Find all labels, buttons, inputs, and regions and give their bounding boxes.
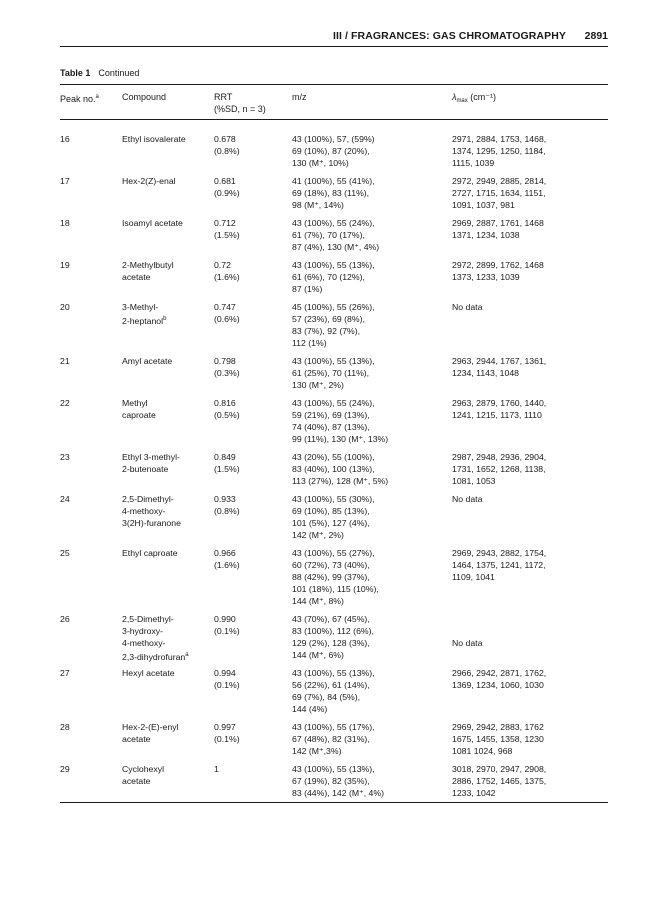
compound-name: Amyl acetate [122,356,173,366]
peak-number: 27 [60,668,70,678]
compound-name: Isoamyl acetate [122,218,183,228]
col-header-peak: Peak no.$^a$ [60,94,99,104]
running-header [60,30,608,46]
col-header-lambda: $\lambda_{max}$ (cm⁻¹) [452,92,497,104]
compound-name: Ethyl caproate [122,548,178,558]
rrt-value: 0.816 (0.5%) [214,398,240,420]
mz-values: 43 (100%), 57, (59%) 69 (10%), 87 (20%), 130 (M⁺, 10%) [292,134,375,168]
table-top-rule [60,84,608,85]
rrt-value: 0.849 (1.5%) [214,452,240,474]
compound-name: Methyl caproate [122,398,156,420]
lambda-max-values: No data [452,494,483,504]
peak-number: 19 [60,260,70,270]
table-caption [60,68,139,78]
lambda-max-values: 2966, 2942, 2871, 1762, 1369, 1234, 1060, 1030 [452,668,547,690]
col-header-compound: Compound [122,92,167,102]
col-header-rrt: RRT (%SD, n = 3) [214,92,266,114]
peak-number: 29 [60,764,70,774]
mz-values: 43 (100%), 55 (13%), 61 (6%), 70 (12%), 87 (1%) [292,260,375,294]
peak-number: 18 [60,218,70,228]
compound-name: 3-Methyl- 2-heptanol$^b$ [122,302,167,326]
mz-values: 43 (100%), 55 (17%), 67 (48%), 82 (31%), 142 (M⁺,3%) [292,722,375,756]
rrt-value: 0.990 (0.1%) [214,614,240,636]
peak-number: 28 [60,722,70,732]
peak-footnote-mark: a [95,94,99,100]
rrt-value: 0.681 (0.9%) [214,176,240,198]
lambda-max-values: 2972, 2949, 2885, 2814, 2727, 1715, 1634, 1151, 1091, 1037, 981 [452,176,547,210]
lambda-max-values: No data [452,302,483,312]
mz-values: 45 (100%), 55 (26%), 57 (23%), 69 (8%), 83 (7%), 92 (7%), 112 (1%) [292,302,375,348]
mz-values: 43 (100%), 55 (13%), 67 (19%), 82 (35%), 83 (44%), 142 (M⁺, 4%) [292,764,384,798]
header-rule [60,46,608,47]
running-title: III / FRAGRANCES: GAS CHROMATOGRAPHY [332,30,566,42]
lambda-max-values: 2963, 2944, 1767, 1361, 1234, 1143, 1048 [452,356,547,378]
lambda-max-values: 2969, 2943, 2882, 1754, 1464, 1375, 1241, 1172, 1109, 1041 [452,548,547,582]
lambda-max-values: 2987, 2948, 2936, 2904, 1731, 1652, 1268, 1138, 1081, 1053 [452,452,547,486]
compound-name: Ethyl isovalerate [122,134,186,144]
peak-number: 22 [60,398,70,408]
rrt-value: 0.966 (1.6%) [214,548,240,570]
peak-number: 17 [60,176,70,186]
compound-name: Hex-2-(E)-enyl acetate [122,722,179,744]
lambda-max-values: 3018, 2970, 2947, 2908, 2886, 1752, 1465, 1375, 1233, 1042 [452,764,547,798]
peak-number: 16 [60,134,70,144]
mz-values: 43 (100%), 55 (27%), 60 (72%), 73 (40%), 88 (42%), 99 (37%), 101 (18%), 115 (10%), 144 (M⁺, 8%) [292,548,379,606]
rrt-value: 0.678 (0.8%) [214,134,240,156]
compound-name: Cyclohexyl acetate [122,764,165,786]
table-label: Table 1 [60,68,91,78]
compound-name: 2,5-Dimethyl- 3-hydroxy- 4-methoxy- 2,3-dihydrofuran$^a$ [122,614,189,662]
mz-values: 43 (100%), 55 (24%), 59 (21%), 69 (13%), 74 (40%), 87 (13%), 99 (11%), 130 (M⁺, 13%) [292,398,389,444]
peak-number: 20 [60,302,70,312]
compound-name: Hexyl acetate [122,668,175,678]
peak-number: 26 [60,614,70,624]
lambda-max-values: 2969, 2887, 1761, 1468 1371, 1234, 1038 [452,218,544,240]
compound-name: 2-Methylbutyl acetate [122,260,174,282]
mz-values: 43 (100%), 55 (13%), 56 (22%), 61 (14%), 69 (7%), 84 (5%), 144 (4%) [292,668,375,714]
rrt-value: 0.933 (0.8%) [214,494,240,516]
peak-number: 21 [60,356,70,366]
page-number: 2891 [584,30,608,42]
lambda-max-values: 2969, 2942, 2883, 1762 1675, 1455, 1358, 1230 1081 1024, 968 [452,722,544,756]
col-header-mz: m/z [292,92,307,102]
lambda-max-values: 2963, 2879, 1760, 1440, 1241, 1215, 1173, 1110 [452,398,547,420]
rrt-value: 0.997 (0.1%) [214,722,240,744]
compound-name: Hex-2(Z)-enal [122,176,176,186]
lambda-max-values: No data [452,638,483,648]
rrt-value: 0.72 (1.6%) [214,260,240,282]
mz-values: 43 (70%), 67 (45%), 83 (100%), 112 (6%), 129 (2%), 128 (3%), 144 (M⁺, 6%) [292,614,374,660]
mz-values: 43 (100%), 55 (24%), 61 (7%), 70 (17%), 87 (4%), 130 (M⁺, 4%) [292,218,380,252]
lambda-max-values: 2971, 2884, 1753, 1468, 1374, 1295, 1250, 1184, 1115, 1039 [452,134,547,168]
table-caption-text: Continued [98,68,140,78]
mz-values: 43 (100%), 55 (13%), 61 (25%), 70 (11%), 130 (M⁺, 2%) [292,356,375,390]
table-bottom-rule [60,802,608,803]
footnote-mark: b [163,316,167,322]
mz-values: 43 (20%), 55 (100%), 83 (40%), 100 (13%), 113 (27%), 128 (M⁺, 5%) [292,452,389,486]
rrt-value: 0.747 (0.6%) [214,302,240,324]
mz-values: 41 (100%), 55 (41%), 69 (18%), 83 (11%), 98 (M⁺, 14%) [292,176,375,210]
peak-number: 23 [60,452,70,462]
mz-values: 43 (100%), 55 (30%), 69 (10%), 85 (13%), 101 (5%), 127 (4%), 142 (M⁺, 2%) [292,494,375,540]
rrt-value: 1 [214,764,219,774]
peak-number: 25 [60,548,70,558]
rrt-value: 0.994 (0.1%) [214,668,240,690]
lambda-max-values: 2972, 2899, 1762, 1468 1373, 1233, 1039 [452,260,544,282]
rrt-value: 0.712 (1.5%) [214,218,240,240]
rrt-value: 0.798 (0.3%) [214,356,240,378]
footnote-mark: a [185,652,189,658]
compound-name: Ethyl 3-methyl- 2-butenoate [122,452,180,474]
compound-name: 2,5-Dimethyl- 4-methoxy- 3(2H)-furanone [122,494,181,528]
peak-number: 24 [60,494,70,504]
table-header-rule [60,119,608,120]
